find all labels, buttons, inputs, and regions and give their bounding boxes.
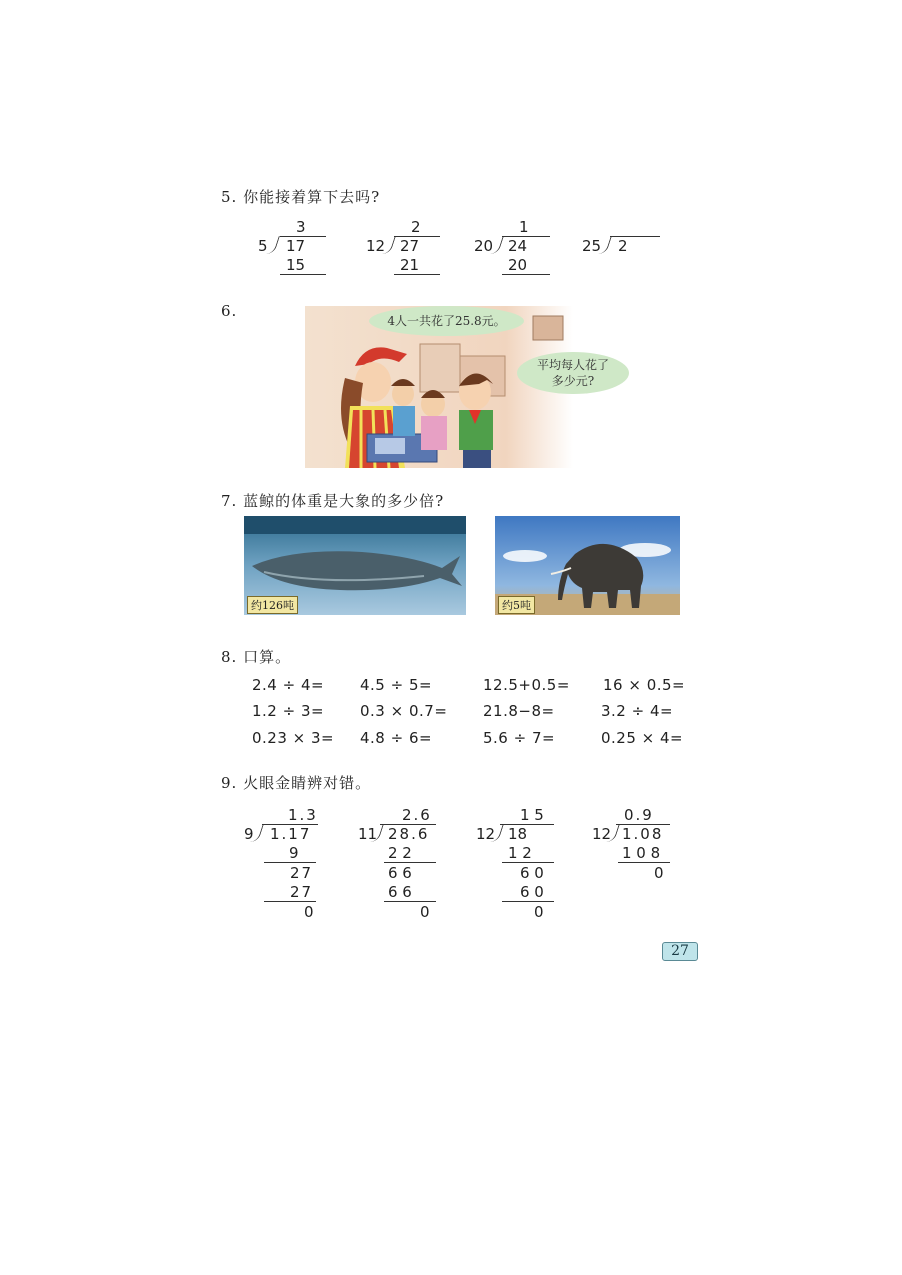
q5-division-1 xyxy=(258,218,358,288)
whale-weight-label: 约126吨 xyxy=(247,596,298,614)
dividend: 17 xyxy=(286,237,306,255)
calc-item: 0.25 × 4= xyxy=(601,729,684,747)
elephant-photo xyxy=(495,516,680,615)
dividend: 2 xyxy=(618,237,628,255)
whale-photo xyxy=(244,516,466,615)
divisor: 12 xyxy=(366,237,386,255)
product: 21 xyxy=(400,256,420,274)
calc-item: 5.6 ÷ 7= xyxy=(483,729,556,747)
divisor: 20 xyxy=(474,237,494,255)
calc-item: 4.8 ÷ 6= xyxy=(360,729,433,747)
q8-title: 8. 口算。 xyxy=(221,648,292,666)
elephant-weight-label: 约5吨 xyxy=(498,596,535,614)
q5-title: 5. 你能接着算下去吗? xyxy=(221,188,381,206)
q9-title: 9. 火眼金睛辨对错。 xyxy=(221,774,372,792)
shop-illustration xyxy=(305,306,609,468)
product: 15 xyxy=(286,256,306,274)
calc-item: 1.2 ÷ 3= xyxy=(252,702,325,720)
calc-item: 4.5 ÷ 5= xyxy=(360,676,433,694)
calc-item: 2.4 ÷ 4= xyxy=(252,676,325,694)
calc-item: 12.5+0.5= xyxy=(483,676,570,694)
quotient: 3 xyxy=(296,218,306,236)
dividend: 27 xyxy=(400,237,420,255)
calc-item: 0.3 × 0.7= xyxy=(360,702,448,720)
q5-division-3 xyxy=(474,218,574,288)
calc-item: 3.2 ÷ 4= xyxy=(601,702,674,720)
speech-bubble-question: 平均每人花了多少元? xyxy=(517,352,629,394)
q9-division-1: 1.3 9 1.17 9 27 27 0 xyxy=(244,806,318,921)
q9-division-3: 1 5 12 18 1 2 6 0 6 0 0 xyxy=(476,806,558,926)
speech-bubble-total: 4人一共花了25.8元。 xyxy=(369,306,524,336)
q5-division-4 xyxy=(582,218,682,288)
dividend: 24 xyxy=(508,237,528,255)
calc-item: 16 × 0.5= xyxy=(603,676,686,694)
q9-division-4: 0.9 12 1.08 1 0 8 0 xyxy=(592,806,674,896)
q9-division-2: 2.6 11 28.6 2 2 6 6 6 6 0 xyxy=(358,806,440,926)
divisor: 5 xyxy=(258,237,268,255)
product: 20 xyxy=(508,256,528,274)
quotient: 1 xyxy=(519,218,529,236)
q5-division-2 xyxy=(366,218,466,288)
q6-number: 6. xyxy=(221,302,238,320)
calc-item: 0.23 × 3= xyxy=(252,729,335,747)
calc-item: 21.8−8= xyxy=(483,702,555,720)
divisor: 25 xyxy=(582,237,602,255)
quotient: 2 xyxy=(411,218,421,236)
q7-title: 7. 蓝鲸的体重是大象的多少倍? xyxy=(221,492,445,510)
page-number: 27 xyxy=(662,942,698,961)
